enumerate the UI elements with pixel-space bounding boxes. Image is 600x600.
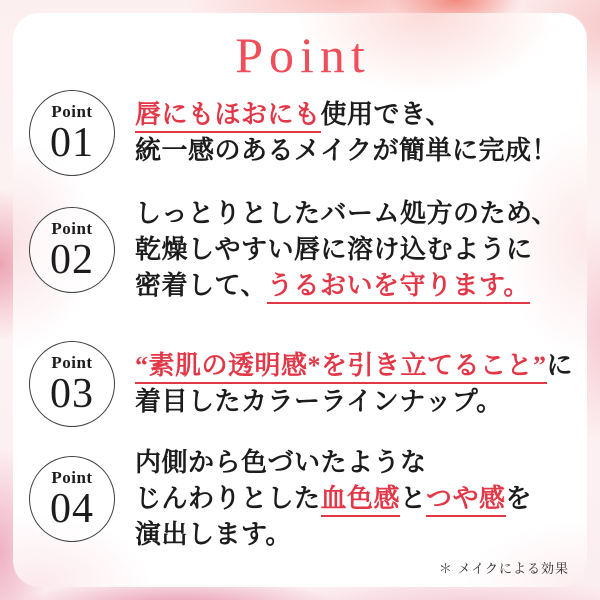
point-badge-label: Point [51,467,93,487]
text-segment: つや感 [426,484,506,517]
point-row [29,90,558,176]
point-badge-number: 03 [50,371,94,418]
point-text-line [135,384,573,420]
point-badge [29,90,115,176]
point-text [135,97,558,169]
point-text-line [135,196,558,232]
point-text [135,196,558,304]
text-segment: を [505,484,533,513]
point-row [29,341,573,427]
point-text [135,445,532,553]
text-segment: しっとりとしたバーム処方のため、 [135,199,558,228]
text-segment: 使用でき、 [320,100,452,129]
point-text-line [135,481,532,517]
point-text-line [135,133,558,169]
point-badge-number: 01 [50,120,94,167]
point-badge-number: 04 [50,486,94,533]
point-row [29,196,558,304]
text-segment: 唇にもほおにも [135,100,321,133]
point-badge [29,341,115,427]
text-segment: 血色感 [321,484,401,517]
point-badge [29,456,115,542]
point-text-line [135,348,573,384]
point-badge [29,207,115,293]
point-row [29,445,532,553]
point-badge-label: Point [51,218,93,238]
text-segment: 着目したカラーラインナップ。 [135,387,503,416]
point-badge-label: Point [51,352,93,372]
page-title: Point [235,27,371,83]
text-segment: と [400,484,427,513]
point-text-line [135,232,558,268]
text-segment: 統一感のあるメイクが簡単に完成！ [135,136,558,165]
text-segment: 密着して、 [135,271,267,300]
point-badge-number: 02 [50,237,94,284]
point-text-line [135,517,532,553]
text-segment: 乾燥しやすい唇に溶け込むように [135,235,533,264]
text-segment: 内側から色づいたような [135,448,427,477]
point-badge-label: Point [51,101,93,121]
content-card [13,13,587,587]
point-text-line [135,97,558,133]
point-text-line [135,445,532,481]
text-segment: じんわりとした [135,484,321,513]
footnote: ＊ メイクによる効果 [438,561,569,576]
point-text-line [135,268,558,304]
point-text [135,348,573,420]
text-segment: うるおいを守ります。 [267,271,530,304]
text-segment: “素肌の透明感*を引き立てること” [135,351,547,384]
text-segment: に [546,351,574,380]
text-segment: 演出します。 [135,520,292,549]
